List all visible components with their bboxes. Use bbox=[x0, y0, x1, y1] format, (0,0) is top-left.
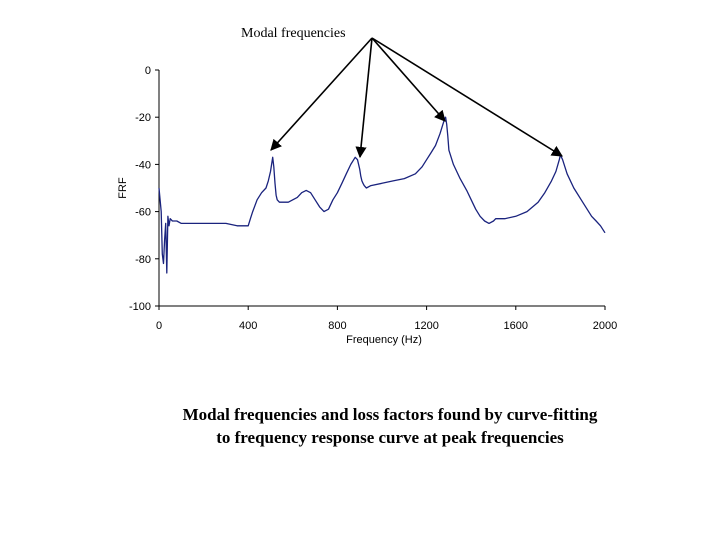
annotation-label: Modal frequencies bbox=[241, 26, 346, 41]
figure-caption bbox=[60, 403, 720, 449]
y-tick-label: -20 bbox=[135, 112, 151, 125]
x-tick-label: 1600 bbox=[503, 320, 529, 332]
x-tick-label: 0 bbox=[155, 320, 163, 332]
y-ticks bbox=[129, 65, 159, 313]
x-ticks bbox=[156, 306, 617, 332]
plot-area bbox=[129, 65, 617, 332]
annotation-arrows bbox=[271, 38, 562, 157]
x-tick-label: 400 bbox=[239, 320, 258, 332]
y-axis-label: FRF bbox=[117, 177, 129, 199]
y-tick-label: -40 bbox=[135, 159, 151, 172]
y-tick-label: -100 bbox=[128, 301, 151, 313]
y-tick-label: -80 bbox=[135, 253, 151, 266]
y-tick-label: -60 bbox=[135, 206, 151, 219]
x-tick-label: 2000 bbox=[592, 320, 618, 332]
arrow-to-peak-4 bbox=[372, 38, 562, 156]
caption-line-2: to frequency response curve at peak frequencies bbox=[216, 428, 564, 447]
x-axis-label: Frequency (Hz) bbox=[346, 334, 422, 346]
x-tick-label: 1200 bbox=[414, 320, 439, 332]
arrow-to-peak-2 bbox=[360, 38, 372, 157]
arrow-to-peak-3 bbox=[372, 38, 445, 121]
x-tick-label: 800 bbox=[328, 320, 347, 332]
caption-line-1: Modal frequencies and loss factors found by curve-fitting bbox=[182, 405, 598, 424]
arrow-to-peak-1 bbox=[271, 38, 372, 150]
y-tick-label: 0 bbox=[144, 65, 151, 77]
